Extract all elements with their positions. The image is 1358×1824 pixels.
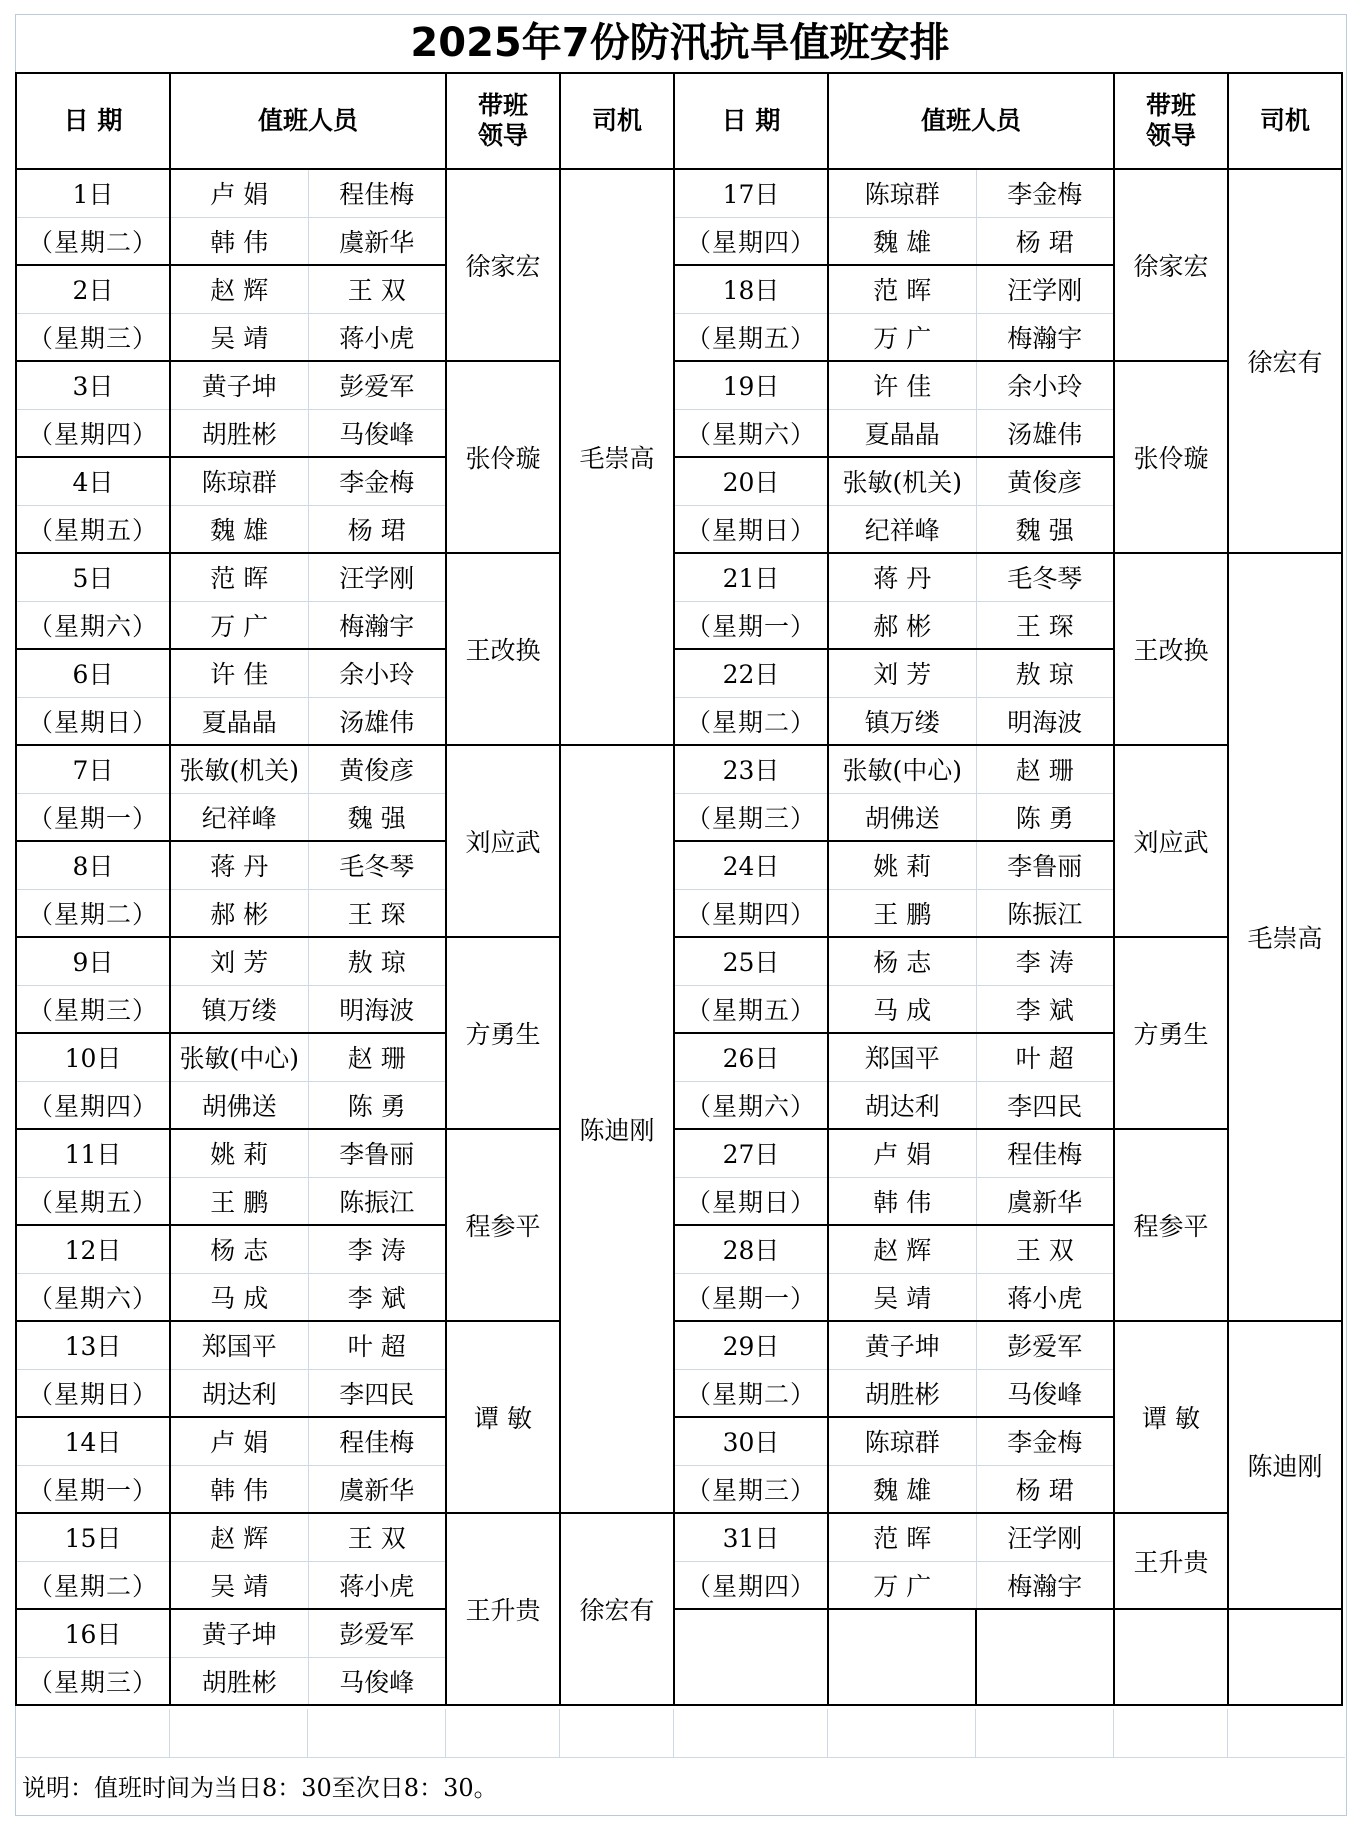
blank-cell-divider bbox=[1113, 1709, 1114, 1757]
page-title: 2025年7份防汛抗旱值班安排 bbox=[410, 20, 950, 66]
weekday-cell: （星期一） bbox=[674, 1273, 828, 1321]
staff-name-cell: 赵 辉 bbox=[170, 1513, 308, 1561]
staff-name-cell: 程佳梅 bbox=[976, 1129, 1114, 1177]
staff-name-cell: 汪学刚 bbox=[976, 1513, 1114, 1561]
staff-name-cell: 彭爱军 bbox=[308, 1609, 446, 1657]
blank-cell-divider bbox=[1227, 1709, 1228, 1757]
blank-cell-divider bbox=[827, 1709, 828, 1757]
weekday-cell: （星期三） bbox=[16, 1657, 170, 1705]
staff-name-cell: 李 涛 bbox=[308, 1225, 446, 1273]
staff-name-cell: 杨 珺 bbox=[976, 1465, 1114, 1513]
staff-name-cell: 王 鹏 bbox=[170, 1177, 308, 1225]
date-cell: 21日 bbox=[674, 553, 828, 601]
staff-name-cell: 魏 强 bbox=[308, 793, 446, 841]
header-row bbox=[16, 73, 1342, 169]
staff-name-cell: 虞新华 bbox=[976, 1177, 1114, 1225]
blank-cell-divider bbox=[673, 1709, 674, 1757]
staff-name-cell: 王 鹏 bbox=[828, 889, 976, 937]
date-cell: 9日 bbox=[16, 937, 170, 985]
table-row bbox=[16, 1129, 1342, 1177]
weekday-cell: （星期六） bbox=[16, 1273, 170, 1321]
staff-name-cell: 程佳梅 bbox=[308, 169, 446, 217]
leader-cell: 王改换 bbox=[1114, 553, 1228, 745]
blank-row bbox=[15, 1709, 1345, 1757]
leader-cell: 张伶璇 bbox=[446, 361, 560, 553]
staff-name-cell: 杨 志 bbox=[828, 937, 976, 985]
staff-name-cell: 胡胜彬 bbox=[828, 1369, 976, 1417]
staff-name-cell: 魏 雄 bbox=[170, 505, 308, 553]
date-cell: 26日 bbox=[674, 1033, 828, 1081]
row-divider bbox=[15, 1757, 1345, 1758]
weekday-cell: （星期一） bbox=[674, 601, 828, 649]
date-cell: 12日 bbox=[16, 1225, 170, 1273]
table-row bbox=[16, 1513, 1342, 1561]
date-cell: 15日 bbox=[16, 1513, 170, 1561]
staff-name-cell: 李四民 bbox=[976, 1081, 1114, 1129]
header-leader-line2: 领导 bbox=[477, 121, 528, 150]
leader-cell: 张伶璇 bbox=[1114, 361, 1228, 553]
staff-name-cell: 韩 伟 bbox=[170, 1465, 308, 1513]
header-leader-line1: 带班 bbox=[477, 91, 528, 120]
staff-name-cell: 汪学刚 bbox=[976, 265, 1114, 313]
staff-name-cell: 郝 彬 bbox=[170, 889, 308, 937]
staff-name-cell: 刘 芳 bbox=[828, 649, 976, 697]
weekday-cell: （星期六） bbox=[16, 601, 170, 649]
staff-name-cell: 姚 莉 bbox=[170, 1129, 308, 1177]
weekday-cell: （星期四） bbox=[16, 409, 170, 457]
header-date-right: 日 期 bbox=[674, 73, 828, 169]
staff-name-cell: 镇万缕 bbox=[828, 697, 976, 745]
driver-cell: 毛崇高 bbox=[1228, 553, 1342, 1321]
staff-name-cell: 魏 雄 bbox=[828, 1465, 976, 1513]
date-cell: 8日 bbox=[16, 841, 170, 889]
staff-name-cell: 程佳梅 bbox=[308, 1417, 446, 1465]
staff-name-cell: 卢 娟 bbox=[170, 169, 308, 217]
date-cell: 1日 bbox=[16, 169, 170, 217]
staff-name-cell: 王 琛 bbox=[976, 601, 1114, 649]
staff-name-cell: 敖 琼 bbox=[308, 937, 446, 985]
staff-name-cell: 范 晖 bbox=[170, 553, 308, 601]
date-cell: 7日 bbox=[16, 745, 170, 793]
table-row bbox=[16, 361, 1342, 409]
staff-name-cell: 汪学刚 bbox=[308, 553, 446, 601]
date-cell: 13日 bbox=[16, 1321, 170, 1369]
date-cell: 16日 bbox=[16, 1609, 170, 1657]
table-row bbox=[16, 553, 1342, 601]
driver-cell: 徐宏有 bbox=[560, 1513, 674, 1705]
staff-name-cell: 杨 志 bbox=[170, 1225, 308, 1273]
staff-name-cell: 夏晶晶 bbox=[170, 697, 308, 745]
date-cell: 29日 bbox=[674, 1321, 828, 1369]
staff-name-cell: 陈琼群 bbox=[828, 169, 976, 217]
weekday-cell: （星期六） bbox=[674, 1081, 828, 1129]
staff-name-cell: 吴 靖 bbox=[170, 313, 308, 361]
date-cell: 14日 bbox=[16, 1417, 170, 1465]
staff-name-cell: 夏晶晶 bbox=[828, 409, 976, 457]
header-staff-left: 值班人员 bbox=[170, 73, 446, 169]
date-cell: 6日 bbox=[16, 649, 170, 697]
header-date-left: 日 期 bbox=[16, 73, 170, 169]
staff-name-cell: 蒋 丹 bbox=[828, 553, 976, 601]
leader-cell: 王改换 bbox=[446, 553, 560, 745]
staff-name-cell: 余小玲 bbox=[308, 649, 446, 697]
header-leader-left bbox=[446, 73, 560, 169]
staff-name-cell: 胡达利 bbox=[170, 1369, 308, 1417]
blank-cell-divider bbox=[445, 1709, 446, 1757]
staff-name-cell: 杨 珺 bbox=[976, 217, 1114, 265]
footnote: 说明：值班时间为当日8：30至次日8：30。 bbox=[22, 1774, 498, 1802]
staff-name-cell: 李 斌 bbox=[308, 1273, 446, 1321]
driver-cell: 徐宏有 bbox=[1228, 169, 1342, 553]
staff-name-cell: 蒋小虎 bbox=[976, 1273, 1114, 1321]
date-cell: 19日 bbox=[674, 361, 828, 409]
blank-cell-divider bbox=[559, 1709, 560, 1757]
staff-name-cell: 赵 珊 bbox=[976, 745, 1114, 793]
leader-cell: 方勇生 bbox=[1114, 937, 1228, 1129]
staff-name-cell: 卢 娟 bbox=[828, 1129, 976, 1177]
staff-name-cell: 马 成 bbox=[828, 985, 976, 1033]
leader-cell: 程参平 bbox=[1114, 1129, 1228, 1321]
weekday-cell: （星期二） bbox=[674, 1369, 828, 1417]
staff-name-cell: 韩 伟 bbox=[170, 217, 308, 265]
weekday-cell: （星期六） bbox=[674, 409, 828, 457]
staff-name-cell: 叶 超 bbox=[308, 1321, 446, 1369]
staff-name-cell: 黄子坤 bbox=[170, 1609, 308, 1657]
date-cell: 24日 bbox=[674, 841, 828, 889]
weekday-cell: （星期二） bbox=[674, 697, 828, 745]
staff-name-cell: 纪祥峰 bbox=[828, 505, 976, 553]
weekday-cell: （星期五） bbox=[674, 313, 828, 361]
weekday-cell: （星期三） bbox=[674, 1465, 828, 1513]
staff-name-cell: 毛冬琴 bbox=[308, 841, 446, 889]
empty-cell bbox=[1114, 1609, 1228, 1705]
table-row bbox=[16, 1321, 1342, 1369]
weekday-cell: （星期四） bbox=[674, 1561, 828, 1609]
leader-cell: 刘应武 bbox=[1114, 745, 1228, 937]
staff-name-cell: 姚 莉 bbox=[828, 841, 976, 889]
staff-name-cell: 张敏(中心) bbox=[170, 1033, 308, 1081]
staff-name-cell: 李金梅 bbox=[308, 457, 446, 505]
staff-name-cell: 许 佳 bbox=[170, 649, 308, 697]
leader-cell: 徐家宏 bbox=[1114, 169, 1228, 361]
date-cell: 22日 bbox=[674, 649, 828, 697]
staff-name-cell: 万 广 bbox=[828, 313, 976, 361]
leader-cell: 王升贵 bbox=[1114, 1513, 1228, 1609]
header-driver-left: 司机 bbox=[560, 73, 674, 169]
staff-name-cell: 赵 珊 bbox=[308, 1033, 446, 1081]
staff-name-cell: 陈 勇 bbox=[308, 1081, 446, 1129]
staff-name-cell: 汤雄伟 bbox=[308, 697, 446, 745]
leader-cell: 谭 敏 bbox=[1114, 1321, 1228, 1513]
staff-name-cell: 韩 伟 bbox=[828, 1177, 976, 1225]
weekday-cell: （星期五） bbox=[16, 505, 170, 553]
staff-name-cell: 赵 辉 bbox=[828, 1225, 976, 1273]
duty-schedule-table bbox=[15, 72, 1343, 1706]
staff-name-cell: 李鲁丽 bbox=[976, 841, 1114, 889]
date-cell: 2日 bbox=[16, 265, 170, 313]
staff-name-cell: 马 成 bbox=[170, 1273, 308, 1321]
staff-name-cell: 卢 娟 bbox=[170, 1417, 308, 1465]
staff-name-cell: 毛冬琴 bbox=[976, 553, 1114, 601]
staff-name-cell: 赵 辉 bbox=[170, 265, 308, 313]
weekday-cell: （星期四） bbox=[674, 217, 828, 265]
staff-name-cell: 张敏(机关) bbox=[170, 745, 308, 793]
blank-cell-divider bbox=[975, 1709, 976, 1757]
staff-name-cell: 黄子坤 bbox=[828, 1321, 976, 1369]
staff-name-cell: 王 琛 bbox=[308, 889, 446, 937]
staff-name-cell: 敖 琼 bbox=[976, 649, 1114, 697]
weekday-cell: （星期五） bbox=[674, 985, 828, 1033]
date-cell: 4日 bbox=[16, 457, 170, 505]
staff-name-cell: 陈琼群 bbox=[828, 1417, 976, 1465]
staff-name-cell: 马俊峰 bbox=[308, 1657, 446, 1705]
staff-name-cell: 郝 彬 bbox=[828, 601, 976, 649]
empty-cell bbox=[1228, 1609, 1342, 1705]
staff-name-cell: 杨 珺 bbox=[308, 505, 446, 553]
staff-name-cell: 汤雄伟 bbox=[976, 409, 1114, 457]
staff-name-cell: 万 广 bbox=[170, 601, 308, 649]
staff-name-cell: 吴 靖 bbox=[170, 1561, 308, 1609]
staff-name-cell: 彭爱军 bbox=[308, 361, 446, 409]
staff-name-cell: 刘 芳 bbox=[170, 937, 308, 985]
empty-cell bbox=[674, 1609, 828, 1705]
leader-cell: 徐家宏 bbox=[446, 169, 560, 361]
date-cell: 31日 bbox=[674, 1513, 828, 1561]
date-cell: 27日 bbox=[674, 1129, 828, 1177]
staff-name-cell: 黄俊彦 bbox=[976, 457, 1114, 505]
date-cell: 28日 bbox=[674, 1225, 828, 1273]
staff-name-cell: 魏 强 bbox=[976, 505, 1114, 553]
staff-name-cell: 郑国平 bbox=[828, 1033, 976, 1081]
leader-cell: 谭 敏 bbox=[446, 1321, 560, 1513]
staff-name-cell: 胡佛送 bbox=[828, 793, 976, 841]
leader-cell: 方勇生 bbox=[446, 937, 560, 1129]
weekday-cell: （星期三） bbox=[674, 793, 828, 841]
staff-name-cell: 李鲁丽 bbox=[308, 1129, 446, 1177]
staff-name-cell: 陈琼群 bbox=[170, 457, 308, 505]
staff-name-cell: 胡达利 bbox=[828, 1081, 976, 1129]
staff-name-cell: 王 双 bbox=[308, 1513, 446, 1561]
header-leader-right bbox=[1114, 73, 1228, 169]
staff-name-cell: 李四民 bbox=[308, 1369, 446, 1417]
staff-name-cell: 范 晖 bbox=[828, 265, 976, 313]
driver-cell: 毛崇高 bbox=[560, 169, 674, 745]
staff-name-cell: 许 佳 bbox=[828, 361, 976, 409]
driver-cell: 陈迪刚 bbox=[1228, 1321, 1342, 1609]
staff-name-cell: 李金梅 bbox=[976, 169, 1114, 217]
weekday-cell: （星期三） bbox=[16, 313, 170, 361]
date-cell: 11日 bbox=[16, 1129, 170, 1177]
staff-name-cell: 胡胜彬 bbox=[170, 409, 308, 457]
staff-name-cell: 梅瀚宇 bbox=[308, 601, 446, 649]
staff-name-cell: 李金梅 bbox=[976, 1417, 1114, 1465]
table-row bbox=[16, 169, 1342, 217]
date-cell: 18日 bbox=[674, 265, 828, 313]
staff-name-cell: 万 广 bbox=[828, 1561, 976, 1609]
table-row bbox=[16, 1609, 1342, 1657]
staff-name-cell: 陈振江 bbox=[308, 1177, 446, 1225]
staff-name-cell: 吴 靖 bbox=[828, 1273, 976, 1321]
staff-name-cell: 蒋小虎 bbox=[308, 313, 446, 361]
date-cell: 10日 bbox=[16, 1033, 170, 1081]
header-leader-line1: 带班 bbox=[1145, 91, 1196, 120]
date-cell: 5日 bbox=[16, 553, 170, 601]
staff-name-cell: 黄俊彦 bbox=[308, 745, 446, 793]
leader-cell: 刘应武 bbox=[446, 745, 560, 937]
weekday-cell: （星期四） bbox=[16, 1081, 170, 1129]
weekday-cell: （星期日） bbox=[16, 697, 170, 745]
empty-cell bbox=[828, 1609, 976, 1705]
weekday-cell: （星期三） bbox=[16, 985, 170, 1033]
staff-name-cell: 王 双 bbox=[308, 265, 446, 313]
date-cell: 17日 bbox=[674, 169, 828, 217]
staff-name-cell: 蒋小虎 bbox=[308, 1561, 446, 1609]
leader-cell: 程参平 bbox=[446, 1129, 560, 1321]
weekday-cell: （星期日） bbox=[674, 505, 828, 553]
header-leader-line2: 领导 bbox=[1145, 121, 1196, 150]
weekday-cell: （星期日） bbox=[16, 1369, 170, 1417]
date-cell: 3日 bbox=[16, 361, 170, 409]
date-cell: 20日 bbox=[674, 457, 828, 505]
weekday-cell: （星期二） bbox=[16, 1561, 170, 1609]
weekday-cell: （星期二） bbox=[16, 217, 170, 265]
date-cell: 23日 bbox=[674, 745, 828, 793]
staff-name-cell: 镇万缕 bbox=[170, 985, 308, 1033]
staff-name-cell: 陈振江 bbox=[976, 889, 1114, 937]
staff-name-cell: 梅瀚宇 bbox=[976, 1561, 1114, 1609]
blank-cell-divider bbox=[307, 1709, 308, 1757]
staff-name-cell: 明海波 bbox=[308, 985, 446, 1033]
weekday-cell: （星期四） bbox=[674, 889, 828, 937]
weekday-cell: （星期一） bbox=[16, 1465, 170, 1513]
empty-cell bbox=[976, 1609, 1114, 1705]
date-cell: 30日 bbox=[674, 1417, 828, 1465]
staff-name-cell: 李 涛 bbox=[976, 937, 1114, 985]
staff-name-cell: 王 双 bbox=[976, 1225, 1114, 1273]
staff-name-cell: 余小玲 bbox=[976, 361, 1114, 409]
staff-name-cell: 明海波 bbox=[976, 697, 1114, 745]
staff-name-cell: 魏 雄 bbox=[828, 217, 976, 265]
staff-name-cell: 胡胜彬 bbox=[170, 1657, 308, 1705]
staff-name-cell: 陈 勇 bbox=[976, 793, 1114, 841]
header-staff-right: 值班人员 bbox=[828, 73, 1114, 169]
staff-name-cell: 蒋 丹 bbox=[170, 841, 308, 889]
staff-name-cell: 张敏(机关) bbox=[828, 457, 976, 505]
staff-name-cell: 范 晖 bbox=[828, 1513, 976, 1561]
staff-name-cell: 马俊峰 bbox=[308, 409, 446, 457]
staff-name-cell: 虞新华 bbox=[308, 1465, 446, 1513]
staff-name-cell: 梅瀚宇 bbox=[976, 313, 1114, 361]
staff-name-cell: 胡佛送 bbox=[170, 1081, 308, 1129]
weekday-cell: （星期一） bbox=[16, 793, 170, 841]
staff-name-cell: 纪祥峰 bbox=[170, 793, 308, 841]
date-cell: 25日 bbox=[674, 937, 828, 985]
weekday-cell: （星期日） bbox=[674, 1177, 828, 1225]
weekday-cell: （星期五） bbox=[16, 1177, 170, 1225]
driver-cell: 陈迪刚 bbox=[560, 745, 674, 1513]
staff-name-cell: 李 斌 bbox=[976, 985, 1114, 1033]
staff-name-cell: 马俊峰 bbox=[976, 1369, 1114, 1417]
leader-cell: 王升贵 bbox=[446, 1513, 560, 1705]
table-row bbox=[16, 745, 1342, 793]
staff-name-cell: 虞新华 bbox=[308, 217, 446, 265]
staff-name-cell: 彭爱军 bbox=[976, 1321, 1114, 1369]
staff-name-cell: 张敏(中心) bbox=[828, 745, 976, 793]
header-driver-right: 司机 bbox=[1228, 73, 1342, 169]
table-row bbox=[16, 937, 1342, 985]
blank-cell-divider bbox=[169, 1709, 170, 1757]
staff-name-cell: 黄子坤 bbox=[170, 361, 308, 409]
staff-name-cell: 叶 超 bbox=[976, 1033, 1114, 1081]
weekday-cell: （星期二） bbox=[16, 889, 170, 937]
staff-name-cell: 郑国平 bbox=[170, 1321, 308, 1369]
